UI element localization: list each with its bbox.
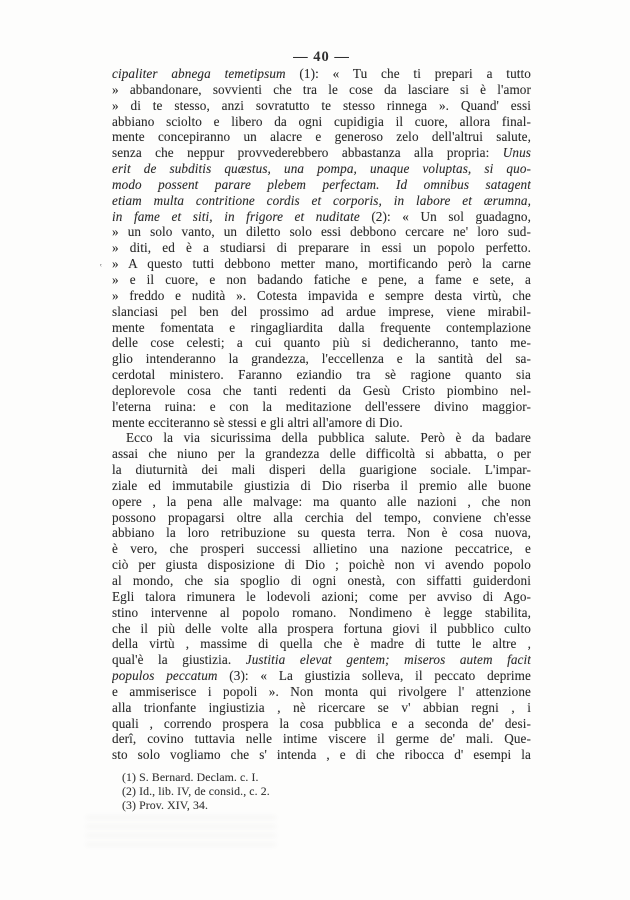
body-text [112,66,531,763]
text-line [112,383,531,399]
text-line [112,700,531,716]
text-line [112,557,531,573]
text-run: sto solo vogliamo che s' intenda , e di che ribocca d' esempi la [112,747,531,763]
text-run: deplorevole cosa che tanti redenti da Gesù Cristo piombino nel- [112,382,531,398]
text-line [112,446,531,462]
text-run: cerdotal ministero. Faranno eziandio tra sè ragione quanto sia [112,367,531,383]
text-run: » A questo tutti debbono metter mano, mortificando però la carne [112,256,531,272]
text-run: (1): « Tu che ti prepari a tutto [285,66,531,81]
text-line [112,541,531,557]
text-run: opere , la pena alle malvage: ma quanto alle nazioni , che non [112,493,531,509]
latin-italic-run: etiam multa contritione cordis et corporis, in labore et ærumna, [112,192,531,208]
text-run: Egli talora rimunera le lodevoli azioni; come per avviso di Ago- [112,588,531,604]
text-line [112,367,531,383]
text-line [112,240,531,256]
text-run: abbiano sciolto e libero da ogni cupidigia il cuore, allora final- [112,113,531,129]
text-line [112,415,531,431]
text-line [112,272,531,288]
text-line [112,605,531,621]
footnotes [122,771,522,812]
text-run: mente concepiranno un alacre e generoso zelo dell'altrui salute, [112,129,531,145]
text-line [112,510,531,526]
text-run: stino intervenne al popolo romano. Nondimeno è legge stabilita, [112,604,531,620]
text-run: » freddo e nudità ». Cotesta impavida e sempre desta virtù, che [112,287,531,303]
text-run: (2): « Un sol guadagno, [359,208,531,224]
text-run: delle cose celesti; a cui quanto più si dedicheranno, tanto me- [112,335,531,351]
text-run: al mondo, che sia spoglio di ogni onestà, con siffatti guiderdoni [112,573,531,588]
text-line [112,494,531,510]
text-line [112,716,531,732]
text-run: possono propagarsi oltre alla cerchia del tempo, conviene ch'esse [112,509,531,525]
latin-italic-run: cipaliter abnega temetipsum [112,66,286,81]
text-run: derî, covino tuttavia nelle intime viscere il germe de' mali. Que- [112,731,531,747]
text-line [112,573,531,589]
text-run: mente ecciteranno sè stessi e gli altri all'amore di Dio. [112,414,403,430]
text-run: mente fomentata e ringagliardita dalla frequente contemplazione [112,319,531,335]
text-run: senza che neppur provvederebbero abbastanza alla propria: [112,145,503,161]
text-run: assai che niuno per la grandezza delle difficoltà si abbatta, o per [112,446,531,462]
text-line [112,462,531,478]
text-run: ziale ed immutabile giustizia di Dio riserba il premio alle buone [112,477,531,493]
text-line [112,731,531,747]
text-run: » di te stesso, anzi sovratutto te stesso rinnega ». Quand' essi [112,97,531,113]
text-run: della virtù , massime di quella che è madre di tutte le altre , [112,636,531,652]
text-line [112,335,531,351]
text-line [112,525,531,541]
latin-italic-run: in fame et siti, in frigore et nuditate [112,208,360,224]
latin-italic-run: populos peccatum [112,668,218,684]
text-line [112,98,531,114]
text-line [112,224,531,240]
latin-italic-run: Justitia elevat gentem; miseros autem facit [245,652,531,668]
text-run: » e il cuore, e non badando fatiche e pene, a fame e sete, a [112,271,531,287]
text-line [112,636,531,652]
text-run: ciò per giusta disposizione di Dio ; poichè non vi avendo popolo [112,557,531,573]
text-line [112,351,531,367]
text-line [112,478,531,494]
text-line [112,114,531,130]
footnote-line: (2) Id., lib. IV, de consid., c. 2. [122,783,270,798]
text-line [112,652,531,668]
latin-italic-run: modo possent parare plebem perfectam. Id omnibus satagent [112,176,531,192]
text-run: (3): « La giustizia solleva, il peccato deprime [217,668,531,684]
text-line [112,684,531,700]
text-line [112,256,531,272]
text-run: alla trionfante ingiustizia , nè ricercare se v' abbian regni , i [112,699,531,715]
text-line [112,747,531,763]
text-line [112,145,531,161]
footnote-line: (3) Prov. XIV, 34. [122,797,209,812]
text-run: glio intenderanno la grandezza, l'eccellenza e la santità del sa- [112,351,531,367]
text-run: che il più delle volte alla prospera fortuna giovi il pubblico culto [112,620,531,636]
text-run: e ammiserisce i popoli ». Non monta qui rivolgere l' attenzione [112,683,531,699]
latin-italic-run: erit de subditis quæstus, una pompa, unaque voluptas, si quo- [112,161,531,177]
text-line [112,288,531,304]
latin-italic-run: Unus [502,145,531,161]
text-line [112,304,531,320]
text-run: Ecco la via sicurissima della pubblica salute. Però è da badare [126,430,531,446]
text-line [112,161,531,177]
text-run: è vero, che prosperi successi allietino una nazione peccatrice, e [112,541,531,557]
text-line [112,66,531,82]
text-run: qual'è la giustizia. [112,652,246,668]
text-run: la diuturnità dei mali disperi della guarigione sociale. L'impar- [112,462,531,478]
text-run: quali , correndo prospera la cosa pubblica e a seconda de' desi- [112,715,531,731]
text-line [112,589,531,605]
text-line [112,320,531,336]
text-line [112,209,531,225]
text-run: l'eterna ruina: e con la meditazione dell'essere divino maggior- [112,398,531,414]
text-line [112,82,531,98]
text-run: » abbandonare, sovvienti che tra le cose da lasciare si è l'amor [112,81,531,97]
text-line [112,668,531,684]
page-number: — 40 — [293,49,350,65]
text-line [112,177,531,193]
text-line [112,621,531,637]
text-line [112,129,531,145]
text-run: slanciasi pel ben del prossimo ad ardue imprese, viene mirabil- [112,303,531,319]
text-run: » un solo vanto, un diletto solo essi debbono cercare ne' loro sud- [112,224,531,240]
text-line [112,193,531,209]
text-run: abbiano la loro retribuzione su questa terra. Non è cosa nuova, [112,525,531,541]
text-run: » diti, ed è a studiarsi di preparare in essi un popolo perfetto. [112,240,531,256]
text-line [112,399,531,415]
scan-artifact-mark: ‛ [99,262,103,274]
text-line [112,430,531,446]
footnote-line: (1) S. Bernard. Declam. c. I. [122,770,259,784]
page-showthrough-smudge [86,816,276,846]
